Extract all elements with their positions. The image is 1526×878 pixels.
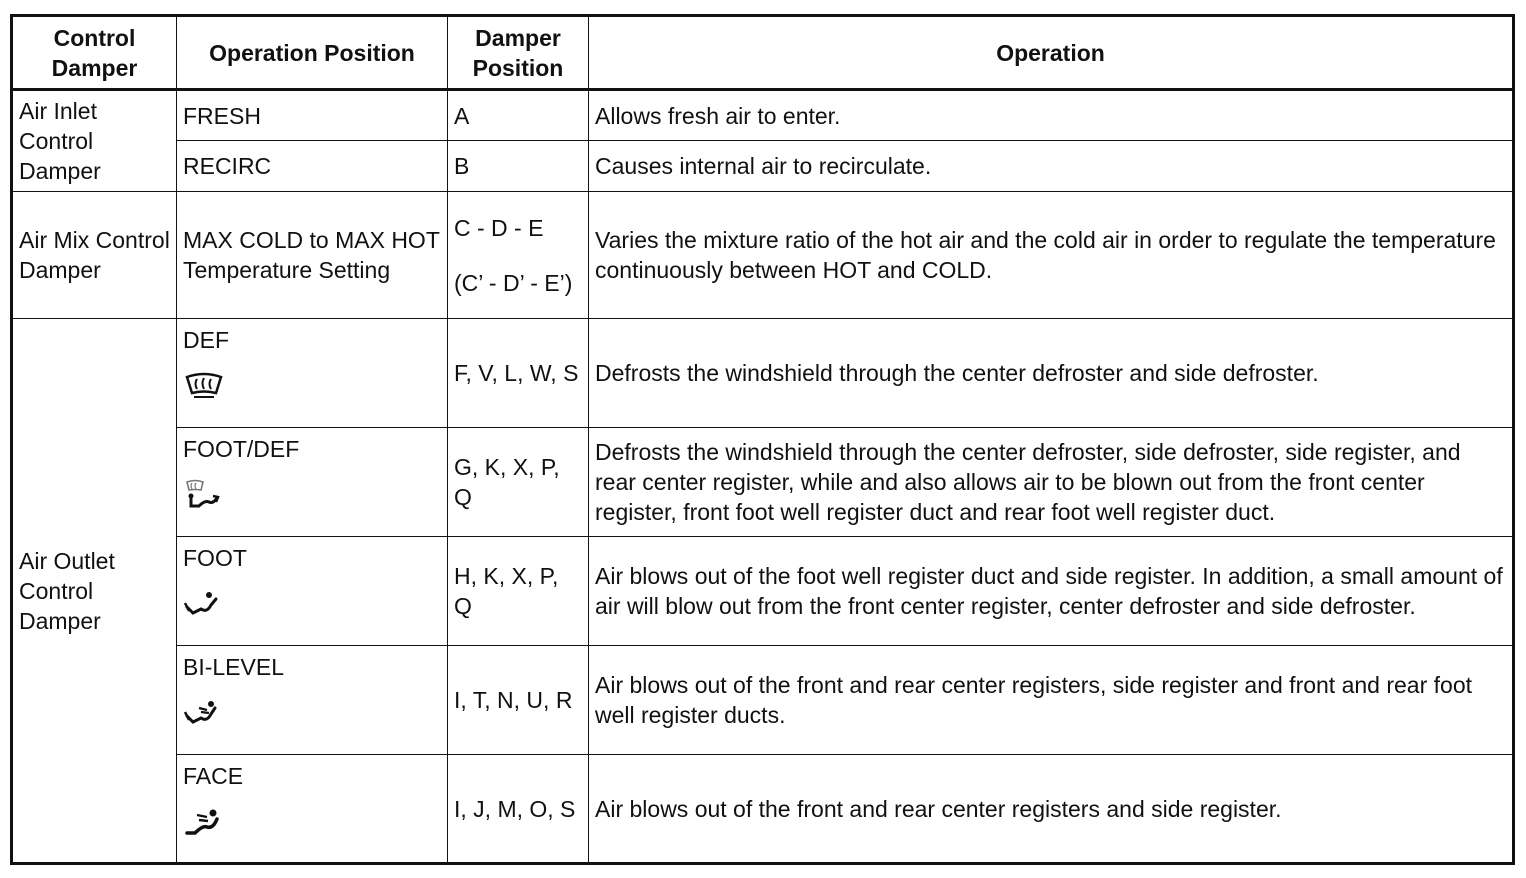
- table-row: [12, 428, 1514, 537]
- operation-position-cell: RECIRC: [177, 141, 448, 192]
- operation-cell: Air blows out of the foot well register duct and side register. In addition, a small amount of air will blow out from the front center register, center defroster and side defroster.: [589, 537, 1514, 646]
- foot-defrost-icon: [183, 478, 225, 510]
- table-row: [12, 319, 1514, 428]
- operation-cell: Causes internal air to recirculate.: [589, 141, 1514, 192]
- operation-position-cell: [177, 319, 448, 428]
- operation-position-cell: FRESH: [177, 90, 448, 141]
- header-control-damper: Control Damper: [12, 16, 177, 90]
- position-label: BI-LEVEL: [183, 654, 284, 680]
- group-air-mix: Air Mix Control Damper: [12, 192, 177, 319]
- group-air-inlet: Air Inlet Control Damper: [12, 90, 177, 192]
- header-operation: Operation: [589, 16, 1514, 90]
- face-icon: [183, 805, 225, 837]
- header-row: [12, 16, 1514, 90]
- damper-operation-table: [10, 14, 1515, 865]
- operation-position-cell: [177, 646, 448, 755]
- position-label: DEF: [183, 327, 229, 353]
- defrost-icon: [183, 369, 225, 401]
- header-operation-position: Operation Position: [177, 16, 448, 90]
- table-row: [12, 192, 1514, 319]
- operation-cell: Defrosts the windshield through the center defroster and side defroster.: [589, 319, 1514, 428]
- operation-position-cell: [177, 755, 448, 864]
- damper-position-alternate: (C’ - D’ - E’): [454, 269, 573, 296]
- table-row: [12, 646, 1514, 755]
- table-row: [12, 755, 1514, 864]
- operation-position-cell: [177, 428, 448, 537]
- operation-position-cell: MAX COLD to MAX HOT Temperature Setting: [177, 192, 448, 319]
- damper-position-cell: B: [448, 141, 589, 192]
- header-damper-position: Damper Position: [448, 16, 589, 90]
- damper-position-cell: A: [448, 90, 589, 141]
- damper-position-cell: I, T, N, U, R: [448, 646, 589, 755]
- operation-cell: Air blows out of the front and rear center registers, side register and front and rear foot well register ducts.: [589, 646, 1514, 755]
- damper-position-primary: C - D - E: [454, 214, 544, 241]
- position-label: FOOT: [183, 545, 247, 571]
- operation-position-cell: [177, 537, 448, 646]
- operation-cell: Varies the mixture ratio of the hot air and the cold air in order to regulate the temperature continuously between HOT and COLD.: [589, 192, 1514, 319]
- damper-position-cell: F, V, L, W, S: [448, 319, 589, 428]
- bi-level-icon: [183, 696, 225, 728]
- damper-position-cell: I, J, M, O, S: [448, 755, 589, 864]
- group-air-outlet: Air Outlet Control Damper: [12, 319, 177, 864]
- damper-position-cell: G, K, X, P, Q: [448, 428, 589, 537]
- position-label: FACE: [183, 763, 244, 789]
- position-label: FOOT/DEF: [183, 436, 300, 462]
- operation-cell: Allows fresh air to enter.: [589, 90, 1514, 141]
- operation-cell: Air blows out of the front and rear center registers and side register.: [589, 755, 1514, 864]
- damper-position-cell: [448, 192, 589, 319]
- table-row: [12, 141, 1514, 192]
- operation-cell: Defrosts the windshield through the center defroster, side defroster, side register, and rear center register, while and also allows air to be blown out from the front center register, front foot well register duct and rear foot well register duct.: [589, 428, 1514, 537]
- damper-position-cell: H, K, X, P, Q: [448, 537, 589, 646]
- table-row: [12, 537, 1514, 646]
- table-row: [12, 90, 1514, 141]
- foot-icon: [183, 587, 225, 619]
